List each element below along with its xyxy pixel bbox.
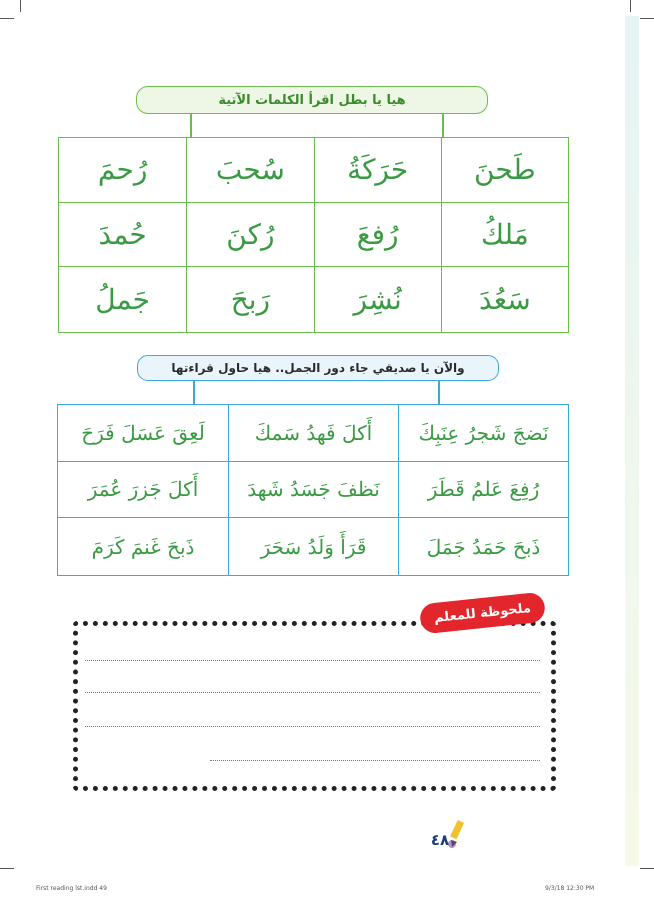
writing-line xyxy=(210,760,540,761)
sentence-cell: ذَبحَ حَمَدُ جَمَلَ xyxy=(398,518,568,575)
word-cell: نُشِرَ xyxy=(314,267,441,332)
banner-connector xyxy=(442,114,444,137)
footer-file-info: First reading lst.indd 49 xyxy=(36,885,107,892)
word-cell: مَلكُ xyxy=(441,203,568,268)
crop-mark xyxy=(630,0,631,12)
word-cell: رُفعَ xyxy=(314,203,441,268)
crop-mark xyxy=(0,18,14,19)
sentences-grid xyxy=(57,404,569,576)
banner-connector xyxy=(438,381,440,404)
banner-connector xyxy=(193,381,195,404)
sentence-cell: أَكلَ فَهدُ سَمكَ xyxy=(228,405,398,462)
word-cell: سُحبَ xyxy=(186,138,313,203)
writing-line xyxy=(85,726,540,727)
crop-mark xyxy=(640,868,654,869)
word-cell: رَبحَ xyxy=(186,267,313,332)
crop-mark xyxy=(640,18,654,19)
word-cell: طَحنَ xyxy=(441,138,568,203)
teacher-note-box xyxy=(73,621,556,791)
writing-line xyxy=(85,692,540,693)
writing-line xyxy=(85,660,540,661)
sentence-cell: أَكلَ جَزرَ عُمَرَ xyxy=(58,462,228,519)
crop-mark xyxy=(20,0,21,12)
sentences-banner: والآن يا صديقي جاء دور الجمل.. هيا حاول قراءتها xyxy=(137,355,499,381)
banner-connector xyxy=(190,114,192,137)
word-cell: رُكنَ xyxy=(186,203,313,268)
sentence-cell: ذَبحَ غَنمَ كَرَمَ xyxy=(91,534,195,559)
word-cell: حَرَكَةُ xyxy=(314,138,441,203)
words-banner: هيا يا بطل اقرأ الكلمات الآتية xyxy=(136,86,488,114)
sentence-cell: نَظفَ جَسَدُ شَهدَ xyxy=(228,462,398,519)
footer-timestamp: 9/3/18 12:30 PM xyxy=(545,885,595,892)
sentence-cell: رُفِعَ عَلمُ قَطَرَ xyxy=(398,462,568,519)
word-cell: حُمدَ xyxy=(59,203,186,268)
teacher-note-badge: ملحوظة للمعلم xyxy=(419,592,546,635)
sentence-cell: قَرَأَ وَلَدُ سَحَرَ xyxy=(228,518,398,575)
word-cell: سَعُدَ xyxy=(441,267,568,332)
word-cell: رُحمَ xyxy=(59,138,186,203)
word-cell: جَملُ xyxy=(95,283,150,317)
page-number: ٤٨ xyxy=(430,831,450,849)
sentence-cell: نَضجَ شَجرُ عِنَبِكَ xyxy=(398,405,568,462)
words-grid xyxy=(58,137,569,333)
sentence-cell: لَعِقَ عَسَلَ فَرَحَ xyxy=(58,405,228,462)
side-tint-strip xyxy=(625,16,639,866)
crop-mark xyxy=(0,868,14,869)
